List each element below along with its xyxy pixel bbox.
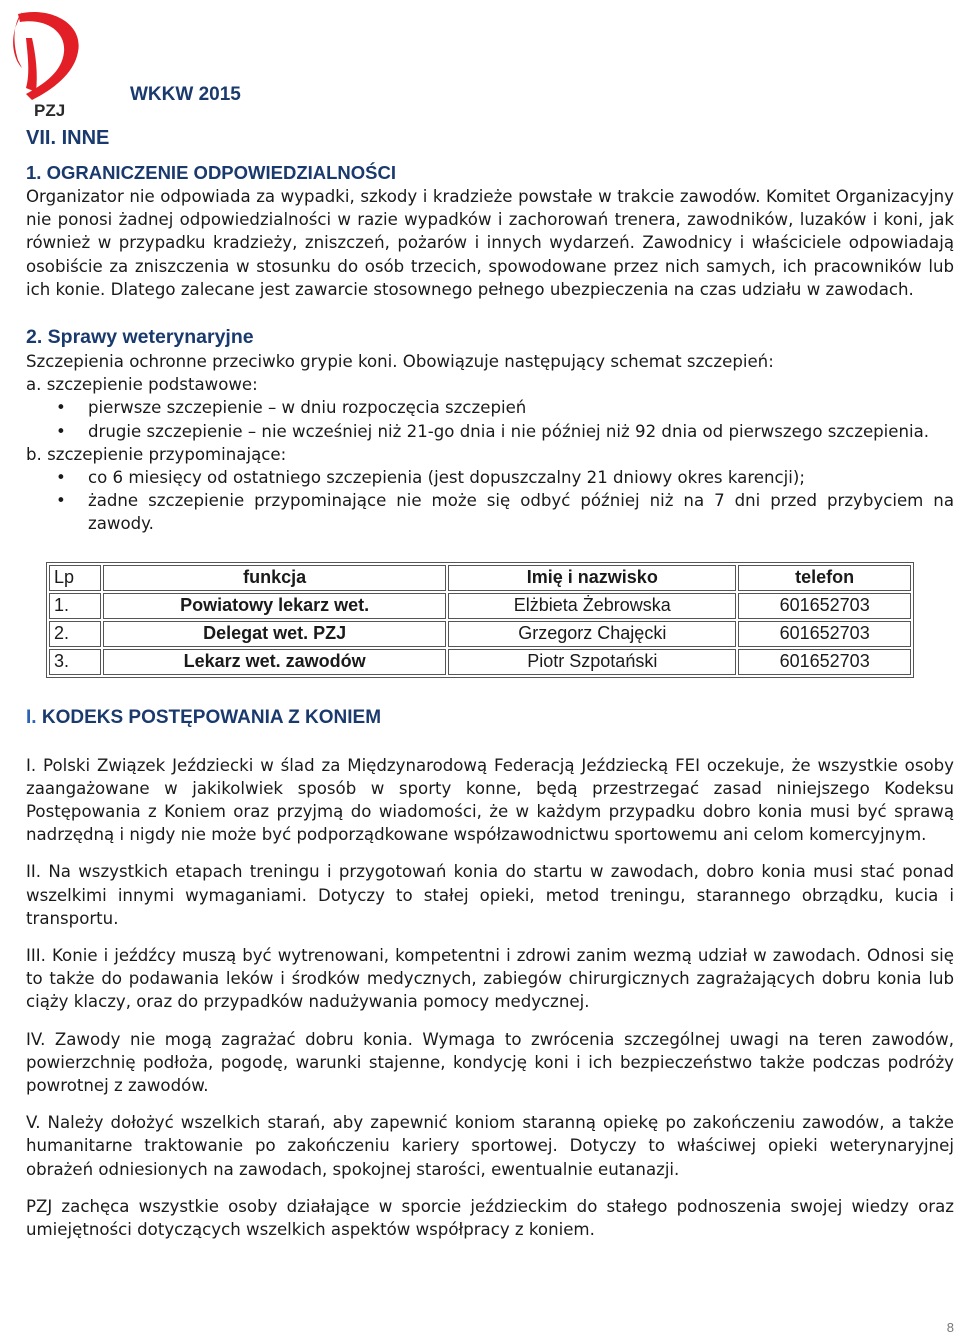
vet-intro: Szczepienia ochronne przeciwko grypie koni. Obowiązuje następujący schemat szczepień: <box>26 352 774 372</box>
code-title-number: I. <box>26 706 37 728</box>
booster-vaccination-label: b. szczepienie przypominające: <box>26 444 287 464</box>
svg-text:PZJ: PZJ <box>34 101 66 120</box>
code-paragraph: III. Konie i jeźdźcy muszą być wytrenowani, kompetentni i zdrowi zanim wezmą udział w zawodach. Odnosi się to także do podawania leków i środków medycznych, zabiegów chirurgicznych zagrażających dobru konia lub ciąży klaczy, oraz do przypadków nadużywania pomocy medycznej. <box>26 946 954 1012</box>
code-paragraph: I. Polski Związek Jeździecki w ślad za Międzynarodową Federacją Jeździecką FEI oczekuje, że wszystkie osoby zaangażowane w jakikolwiek sposób w sporty konne, będą przestrzegać zasad niniejszego Kodeksu Postępowania z Koniem oraz przyjmą do wiadomości, że w każdym przypadku dobro konia musi być sprawą nadrzędną i nigdy nie może być podporządkowane współzawodnictwu sportowemu ani celom komercyjnym. <box>26 755 954 845</box>
row-phone: 601652703 <box>738 593 911 619</box>
pzj-logo <box>8 8 86 120</box>
column-header-role: funkcja <box>103 565 446 591</box>
row-role: Powiatowy lekarz wet. <box>103 593 446 619</box>
column-header-lp: Lp <box>49 565 101 591</box>
list-item-text: drugie szczepienie – nie wcześniej niż 21-go dnia i nie później niż 92 dnia od pierwszego szczepienia. <box>88 421 930 441</box>
code-title-text: KODEKS POSTĘPOWANIA Z KONIEM <box>36 706 382 728</box>
table-row <box>49 593 911 619</box>
table-header-row <box>49 565 911 591</box>
event-code: WKKW 2015 <box>130 84 241 105</box>
list-item-text: żadne szczepienie przypominające nie może się odbyć później niż na 7 dni przed przybyciem na zawody. <box>88 491 954 534</box>
basic-vaccination-list <box>26 396 954 442</box>
vet-title: 2. Sprawy weterynaryjne <box>26 326 254 349</box>
list-item <box>26 396 954 419</box>
table-row <box>49 649 911 675</box>
row-role: Lekarz wet. zawodów <box>103 649 446 675</box>
section-title: VII. INNE <box>26 127 110 149</box>
liability-title: 1. OGRANICZENIE ODPOWIEDZIALNOŚCI <box>26 162 397 183</box>
code-paragraph: IV. Zawody nie mogą zagrażać dobru konia. Wymaga to zwrócenia szczególnej uwagi na teren zawodów, powierzchnię podłoża, pogodę, warunki stajenne, kondycję koni i ich bezpieczeństwo także podczas podróży powrotnej z zawodów. <box>26 1029 954 1096</box>
row-role: Delegat wet. PZJ <box>103 621 446 647</box>
table-row <box>49 621 911 647</box>
list-item <box>26 489 954 535</box>
basic-vaccination-label: a. szczepienie podstawowe: <box>26 375 258 395</box>
code-paragraph: PZJ zachęca wszystkie osoby działające w sporcie jeździeckim do stałego podnoszenia swojej wiedzy oraz umiejętności dotyczących wszelkich aspektów współpracy z koniem. <box>26 1196 954 1240</box>
row-lp: 1. <box>49 593 101 619</box>
row-name: Piotr Szpotański <box>448 649 736 675</box>
code-paragraph: V. Należy dołożyć wszelkich starań, aby zapewnić koniom staranną opiekę po zakończeniu zawodów, a także humanitarne traktowanie po zakończeniu kariery sportowej. Dotyczy to właściwej opieki weterynaryjnej obrażeń odniesionych na zawodach, spokojnej starości, ewentualnie eutanazji. <box>26 1113 954 1179</box>
page-number: 8 <box>946 1320 954 1335</box>
list-item <box>26 466 954 489</box>
row-name: Grzegorz Chajęcki <box>448 621 736 647</box>
bullet-icon: • <box>56 491 66 511</box>
row-lp: 2. <box>49 621 101 647</box>
pzj-logo-icon <box>8 8 86 120</box>
code-paragraph: II. Na wszystkich etapach treningu i przygotowań konia do startu w zawodach, dobro konia musi stać ponad wszelkimi innymi wymaganiami. Dotyczy to stałej opieki, metod treningu, starannego obrządku, kucia i transportu. <box>26 862 954 928</box>
column-header-name: Imię i nazwisko <box>448 565 736 591</box>
vet-contacts-table <box>46 562 914 678</box>
code-of-conduct-title <box>26 706 954 730</box>
list-item-text: pierwsze szczepienie – w dniu rozpoczęcia szczepień <box>88 398 527 418</box>
column-header-phone: telefon <box>738 565 911 591</box>
list-item-text: co 6 miesięcy od ostatniego szczepienia (jest dopuszczalny 21 dniowy okres karencji); <box>88 468 805 488</box>
row-phone: 601652703 <box>738 649 911 675</box>
bullet-icon: • <box>56 421 66 441</box>
bullet-icon: • <box>56 398 66 418</box>
row-name: Elżbieta Żebrowska <box>448 593 736 619</box>
bullet-icon: • <box>56 468 66 488</box>
main-content <box>26 161 954 1241</box>
row-phone: 601652703 <box>738 621 911 647</box>
liability-text: Organizator nie odpowiada za wypadki, szkody i kradzieże powstałe w trakcie zawodów. Komitet Organizacyjny nie ponosi żadnej odpowiedzialności w razie wypadków i zachorowań trenera, zawodników, luzaków i koni, jak również w przypadku kradzieży, zniszczeń, pożarów i innych wydarzeń. Zawodnicy i właściciele odpowiadają osobiście za zniszczenia w stosunku do osób trzecich, spowodowane przez nich samych, ich pracowników lub ich konie. Dlatego zalecane jest zawarcie stosownego pełnego ubezpieczenia na czas udziału w zawodach. <box>26 187 954 299</box>
booster-vaccination-list <box>26 466 954 536</box>
row-lp: 3. <box>49 649 101 675</box>
list-item <box>26 420 954 443</box>
